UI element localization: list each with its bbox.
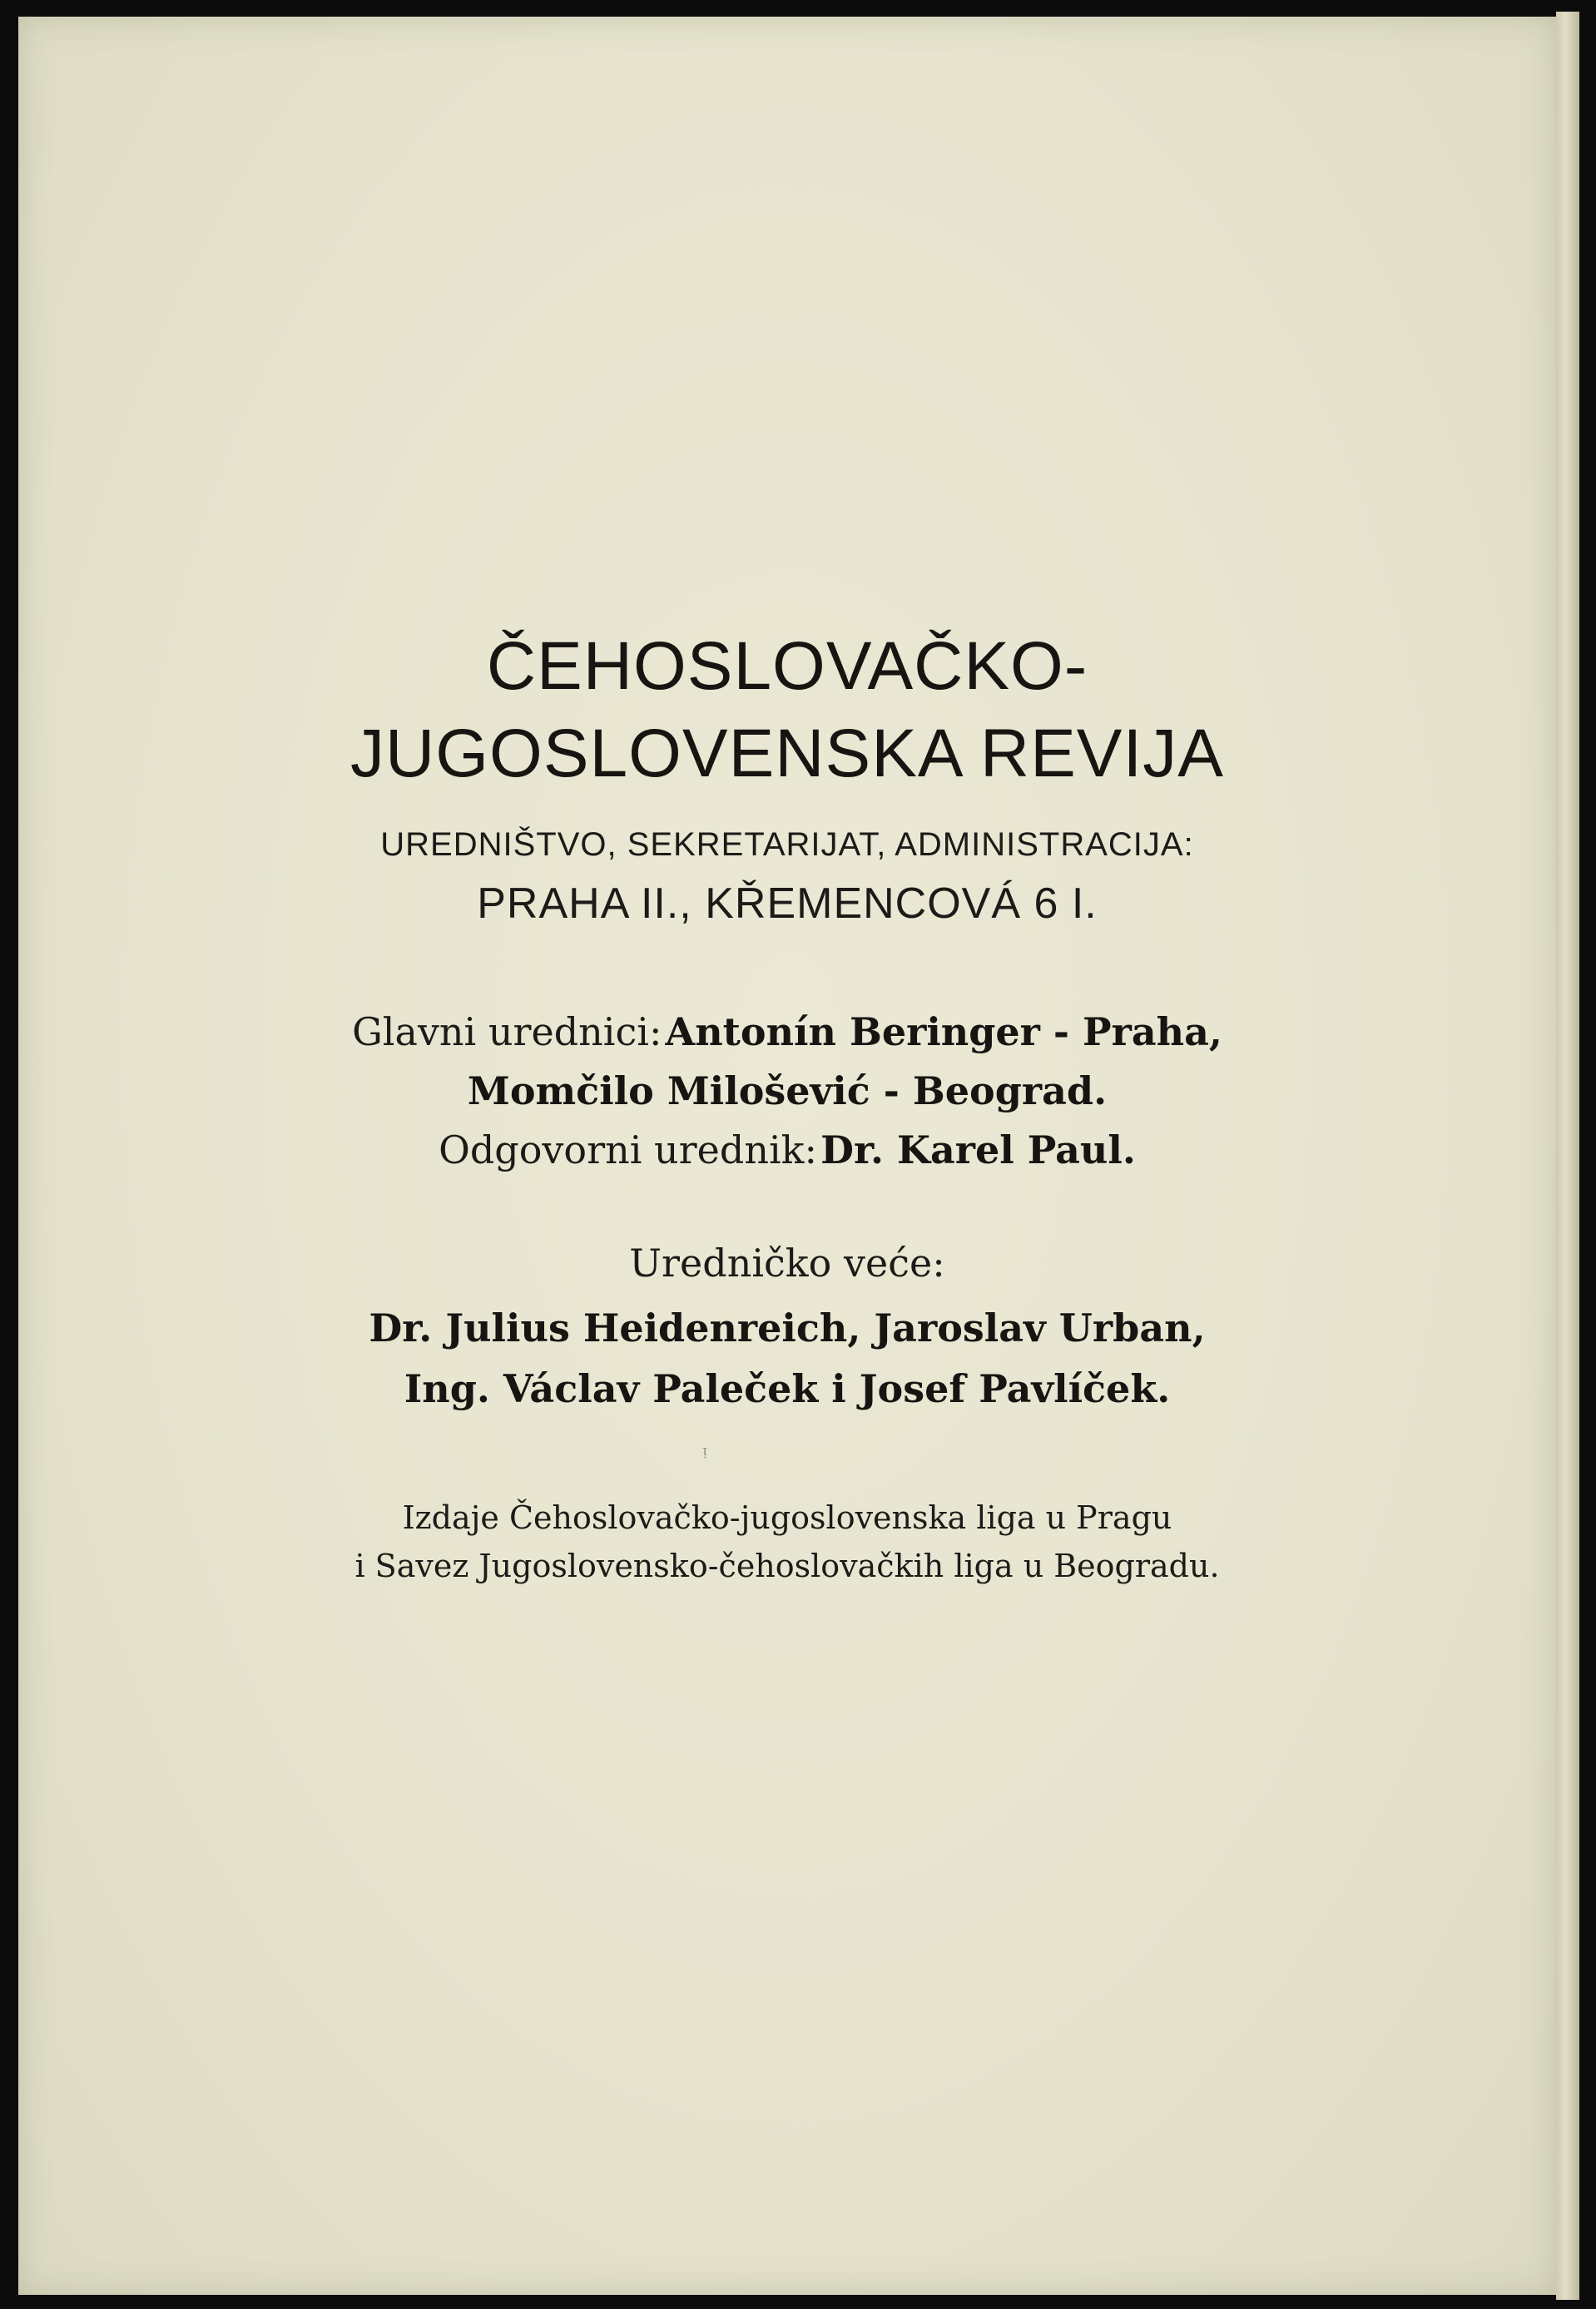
responsible-editor-line [18, 1127, 1556, 1172]
council-members-line-2: Ing. Václav Paleček i Josef Pavlíček. [404, 1366, 1171, 1411]
address-line-2: PRAHA II., KŘEMENCOVÁ 6 I. [477, 880, 1098, 928]
chief-editors-line [18, 1009, 1556, 1054]
page-binding-edge [1556, 12, 1579, 2300]
chief-editors-label: Glavni urednici: [352, 1009, 662, 1054]
paper-page [18, 17, 1556, 2295]
council-label: Uredničko veće: [629, 1241, 945, 1286]
stray-ink-mark: ᵎ [702, 1441, 707, 1470]
chief-editor-2: Momčilo Milošević - Beograd. [467, 1068, 1108, 1113]
publisher-line-1: Izdaje Čehoslovačko-jugoslovenska liga u Pragu [402, 1499, 1172, 1536]
publisher-line-2: i Savez Jugoslovensko-čehoslovačkih liga u Beogradu. [354, 1548, 1220, 1584]
responsible-editor-label: Odgovorni urednik: [439, 1127, 818, 1172]
title-line-2: JUGOSLOVENSKA REVIJA [350, 716, 1224, 791]
responsible-editor-name: Dr. Karel Paul. [820, 1127, 1136, 1172]
address-line-1: UREDNIŠTVO, SEKRETARIJAT, ADMINISTRACIJA: [380, 826, 1194, 863]
masthead-content [18, 17, 1556, 2295]
council-members-line-1: Dr. Julius Heidenreich, Jaroslav Urban, [369, 1306, 1206, 1350]
chief-editor-1: Antonín Beringer - Praha, [665, 1009, 1222, 1054]
title-line-1: ČEHOSLOVAČKO- [486, 628, 1088, 704]
